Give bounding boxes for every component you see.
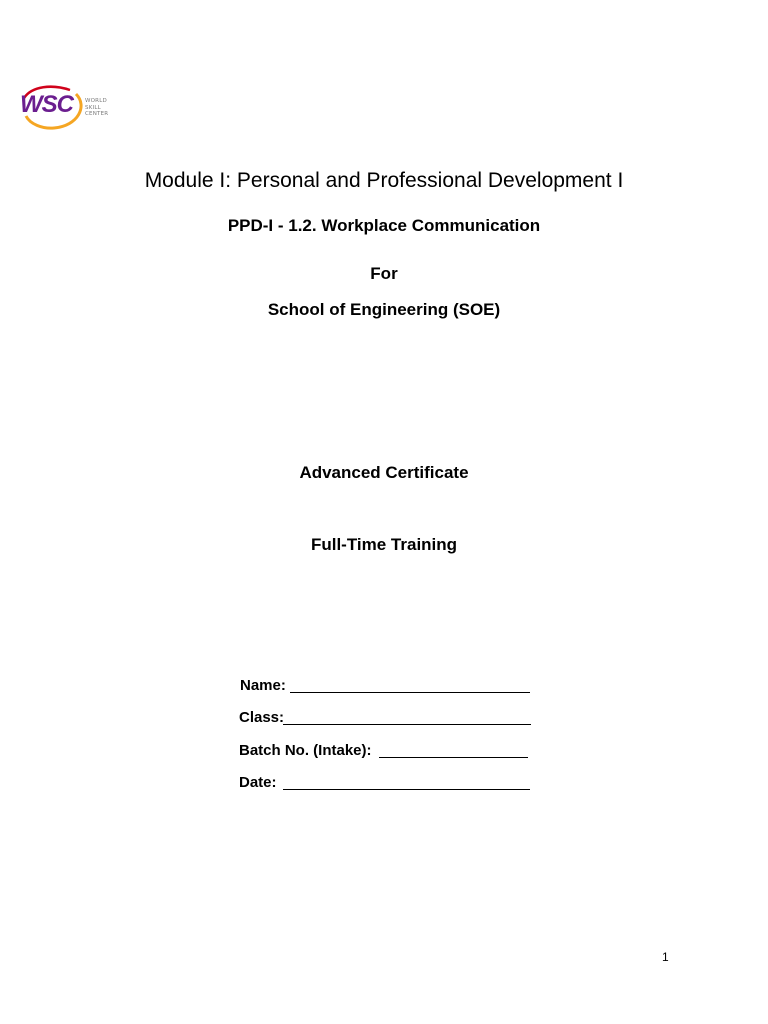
batch-label: Batch No. (Intake): — [239, 742, 372, 759]
document-title: Module I: Personal and Professional Development I — [144, 169, 624, 192]
logo-tagline-line: SKILL — [85, 104, 101, 111]
logo-mark: WSC — [20, 91, 73, 118]
date-label: Date: — [239, 774, 277, 791]
wsc-logo — [18, 84, 108, 132]
batch-blank-line[interactable] — [379, 757, 528, 758]
page-number: 1 — [662, 950, 669, 964]
class-blank-line[interactable] — [283, 724, 531, 725]
date-blank-line[interactable] — [283, 789, 530, 790]
certificate-level: Advanced Certificate — [299, 463, 469, 482]
logo-tagline-line: CENTER — [85, 111, 109, 117]
class-label: Class: — [239, 709, 285, 726]
logo-tagline-line: WORLD — [85, 98, 107, 104]
name-blank-line[interactable] — [290, 692, 530, 693]
for-label: For — [370, 264, 398, 283]
logo-tagline — [85, 98, 108, 118]
name-label: Name: — [240, 677, 286, 694]
document-subtitle: PPD-I - 1.2. Workplace Communication — [227, 216, 541, 235]
school-name: School of Engineering (SOE) — [267, 300, 501, 319]
training-mode: Full-Time Training — [310, 535, 458, 554]
